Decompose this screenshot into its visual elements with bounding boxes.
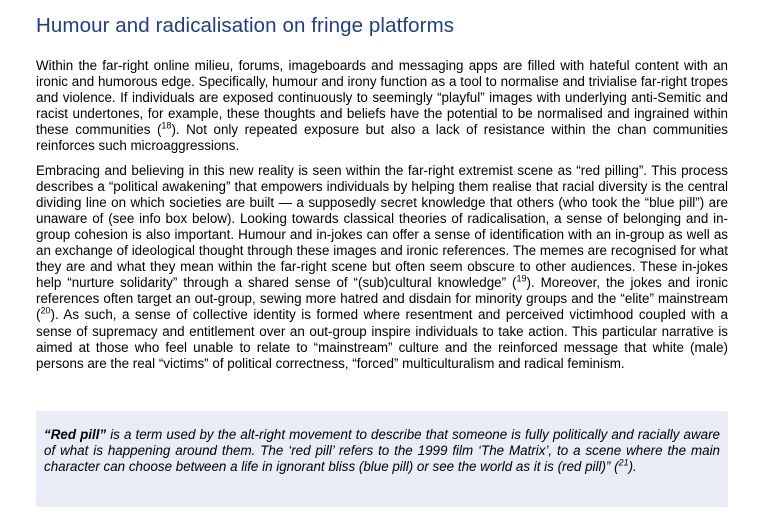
paragraph-2-text-a: Embracing and believing in this new reality is seen within the far-right extremist scene as “red pilling”. This process describes a “political awakening” that empowers individuals by helping them realise that racial diversity is the central dividing line on which societies are built — a supposedly secret knowledge that others (who took the “blue pill”) are unaware of (see info box below). Looking towards classical theories of radicalisation, a sense of belonging and in-group cohesion is also important. Humour and in-jokes can offer a sense of identification with an in-group as well as an exchange of ideological thought through these images and ironic references. The memes are recognised for what they are and what they mean within the far-right scene but often seem obscure to other audiences. These in-jokes help “nurture solidarity” through a shared sense of “(sub)cultural knowledge” ( xyxy=(36,162,732,291)
info-box-text xyxy=(44,427,724,475)
paragraph-humour-irony xyxy=(36,58,732,155)
footnote-ref-18: 18 xyxy=(161,120,172,131)
info-box-definition-b: ). xyxy=(628,459,637,475)
paragraph-1-text-b: ). Not only repeated exposure but also a lack of resistance within the chan communities reinforces such microaggressions. xyxy=(36,122,732,154)
info-box-term: “Red pill” xyxy=(44,427,107,442)
section-heading: Humour and radicalisation on fringe platforms xyxy=(36,14,455,37)
footnote-ref-21: 21 xyxy=(618,457,629,468)
info-box-definition-a: is a term used by the alt-right movement to describe that someone is fully politically and racially aware of what is happening around them. The ‘red pill’ refers to the 1999 film ‘The Matrix’, to a scene where the main character can choose between a life in ignorant bliss (blue pill) or see the world as it is (red pill)” ( xyxy=(44,427,724,475)
paragraph-red-pilling xyxy=(36,162,732,372)
footnote-ref-19: 19 xyxy=(516,273,527,284)
paragraph-2-text-c: ). As such, a sense of collective identity is formed where resentment and perceived victimhood coupled with a sense of supremacy and entitlement over an out-group inspire individuals to take action. This particular narrative is aimed at those who feel unable to relate to “mainstream” culture and the reinforced message that white (male) persons are the real “victims” of political correctness, “forced” multiculturalism and radical feminism. xyxy=(36,307,732,371)
paragraph-2-text-b: ). Moreover, the jokes and ironic references often target an out-group, sewing more hatred and disdain for minority groups and the “elite” mainstream ( xyxy=(36,275,732,323)
paragraph-1-text-a: Within the far-right online milieu, forums, imageboards and messaging apps are filled with hateful content with an ironic and humorous edge. Specifically, humour and irony function as a tool to normalise and trivialise far-right tropes and violence. If individuals are exposed continuously to seemingly “playful” images with underlying anti-Semitic and racist undertones, for example, these thoughts and beliefs have the potential to be normalised and ingrained within these communities ( xyxy=(36,58,732,138)
footnote-ref-20: 20 xyxy=(40,305,51,316)
info-box-red-pill xyxy=(36,411,728,507)
article-section xyxy=(36,12,732,372)
